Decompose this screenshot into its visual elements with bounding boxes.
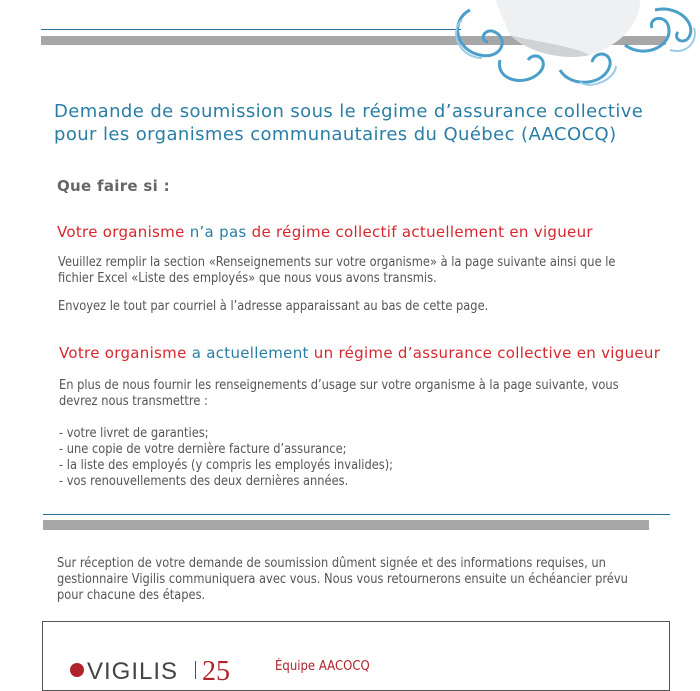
section2-paragraph: En plus de nous fournir les renseignements d’usage sur votre organisme à la page suivante, vous devrez nous transmettre : [59,378,619,409]
section1-heading-part2: n’a pas [189,223,247,241]
logo-anniversary-number: 25 [202,656,230,687]
team-label: Équipe AACOCQ [275,659,370,674]
list-item: - votre livret de garanties; [59,426,209,441]
section1-paragraph1: Veuillez remplir la section «Renseignements sur votre organisme» à la page suivante ainsi que le fichier Excel «Liste des employés» que nous vous avons transmis. [58,255,616,286]
decorative-swirl-graphic [440,0,700,90]
section2-heading-part3: un régime d’assurance collective en vigueur [308,344,661,362]
section1-paragraph2: Envoyez le tout par courriel à l’adresse apparaissant au bas de cette page. [58,299,489,314]
middle-gray-bar [43,520,649,530]
documents-list [59,426,587,490]
section2-heading-part2: a actuellement [191,344,309,362]
section1-heading-part1: Votre organisme [57,223,190,241]
section2-heading [59,344,660,362]
page-title [54,100,674,146]
title-line-2: pour les organismes communautaires du Québec (AACOCQ) [54,124,617,145]
section2-heading-part1: Votre organisme [59,344,192,362]
top-divider-line [41,29,461,30]
list-item: - la liste des employés (y compris les employés invalides); [59,458,394,473]
what-if-heading: Que faire si : [57,177,170,195]
section1-heading-part3: de régime collectif actuellement en vigueur [246,223,593,241]
list-item: - vos renouvellements des deux dernières années. [59,474,349,489]
logo-text: VIGILIS [87,658,179,685]
section1-heading [57,223,593,241]
logo-separator [195,661,196,679]
title-line-1: Demande de soumission sous le régime d’assurance collective [54,101,644,122]
list-item: - une copie de votre dernière facture d’assurance; [59,442,347,457]
vigilis-logo [70,658,178,686]
middle-divider-line [43,514,670,515]
closing-paragraph: Sur réception de votre demande de soumission dûment signée et des informations requises, un gestionnaire Vigilis communiquera avec vous. Nous vous retournerons ensuite un échéancier prévu pour chacune des étapes. [57,556,628,603]
